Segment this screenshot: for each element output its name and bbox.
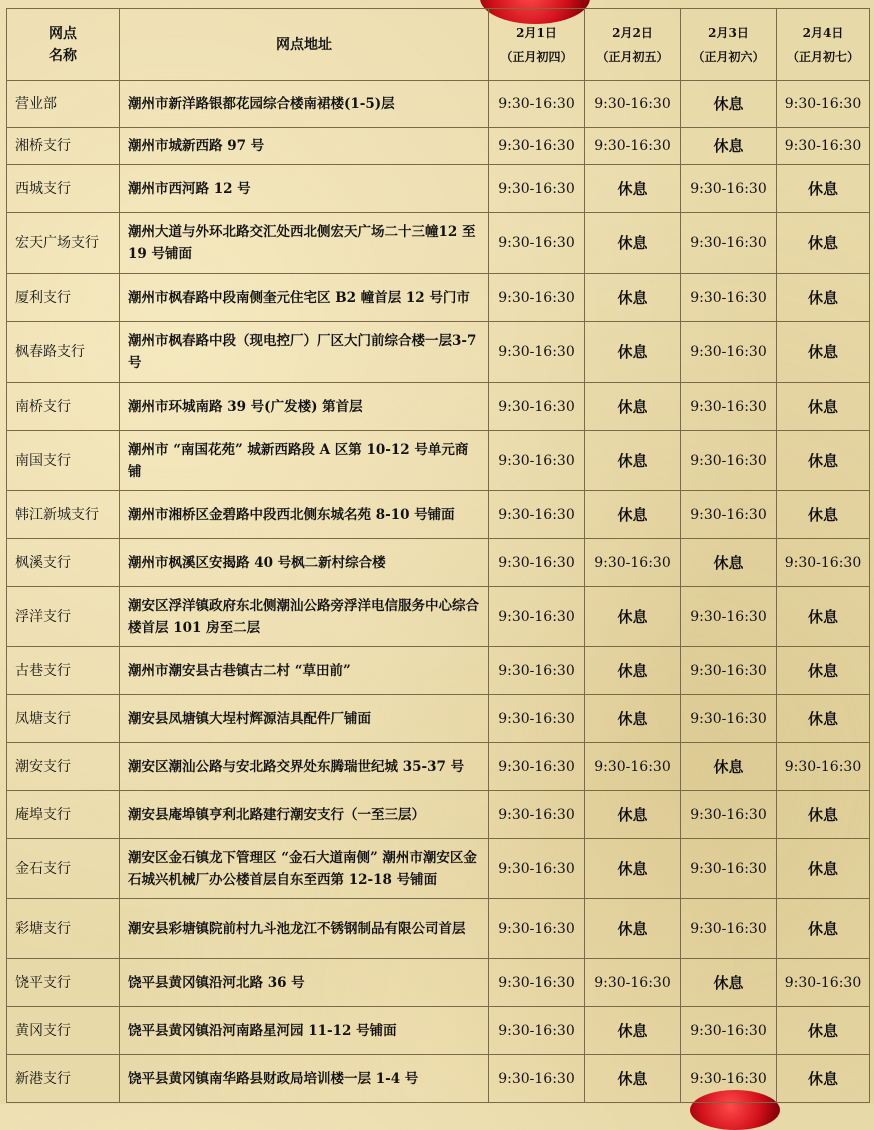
hours-cell-day-1: 9:30-16:30: [489, 1007, 585, 1055]
table-row: [7, 274, 870, 322]
branch-name: 湘桥支行: [7, 128, 120, 165]
hours-cell-day-3: 9:30-16:30: [681, 587, 777, 647]
branch-address: 潮州市城新西路 97 号: [120, 128, 489, 165]
branch-address: 潮州市湘桥区金碧路中段西北侧东城名苑 8-10 号铺面: [120, 491, 489, 539]
hours-cell-day-1: 9:30-16:30: [489, 274, 585, 322]
hours-cell-day-3: 9:30-16:30: [681, 491, 777, 539]
hours-cell-day-3: 9:30-16:30: [681, 322, 777, 383]
table-row: [7, 695, 870, 743]
hours-cell-day-3: 9:30-16:30: [681, 647, 777, 695]
branch-address: 饶平县黄冈镇沿河北路 36 号: [120, 959, 489, 1007]
hours-cell-day-4: 休息: [777, 587, 870, 647]
hours-cell-day-3: 9:30-16:30: [681, 274, 777, 322]
hours-cell-day-3: 休息: [681, 743, 777, 791]
hours-cell-day-4: 休息: [777, 839, 870, 899]
branch-address: 潮安区潮汕公路与安北路交界处东腾瑞世纪城 35-37 号: [120, 743, 489, 791]
hours-cell-day-4: 休息: [777, 383, 870, 431]
table-row: [7, 81, 870, 128]
hours-cell-day-4: 休息: [777, 322, 870, 383]
hours-cell-day-1: 9:30-16:30: [489, 839, 585, 899]
hours-cell-day-3: 9:30-16:30: [681, 431, 777, 491]
branch-address: 潮安县凤塘镇大埕村辉源洁具配件厂铺面: [120, 695, 489, 743]
hours-cell-day-1: 9:30-16:30: [489, 587, 585, 647]
hours-cell-day-1: 9:30-16:30: [489, 695, 585, 743]
hours-cell-day-1: 9:30-16:30: [489, 431, 585, 491]
hours-cell-day-3: 休息: [681, 959, 777, 1007]
table-row: [7, 791, 870, 839]
branch-name: 凤塘支行: [7, 695, 120, 743]
hours-cell-day-1: 9:30-16:30: [489, 959, 585, 1007]
hours-cell-day-1: 9:30-16:30: [489, 213, 585, 274]
hours-cell-day-4: 休息: [777, 431, 870, 491]
hours-cell-day-3: 休息: [681, 81, 777, 128]
branch-name: 黄冈支行: [7, 1007, 120, 1055]
branch-name: 古巷支行: [7, 647, 120, 695]
hours-cell-day-4: 休息: [777, 1055, 870, 1103]
hours-cell-day-3: 9:30-16:30: [681, 383, 777, 431]
hours-cell-day-2: 休息: [585, 587, 681, 647]
branch-address: 潮州市枫溪区安揭路 40 号枫二新村综合楼: [120, 539, 489, 587]
table-row: [7, 959, 870, 1007]
hours-cell-day-1: 9:30-16:30: [489, 743, 585, 791]
hours-cell-day-2: 休息: [585, 1007, 681, 1055]
hours-cell-day-4: 休息: [777, 274, 870, 322]
branch-address: 潮州大道与外环北路交汇处西北侧宏天广场二十三幢12 至 19 号铺面: [120, 213, 489, 274]
hours-cell-day-1: 9:30-16:30: [489, 81, 585, 128]
hours-cell-day-2: 休息: [585, 213, 681, 274]
branch-address: 潮州市枫春路中段南侧奎元住宅区 B2 幢首层 12 号门市: [120, 274, 489, 322]
hours-cell-day-4: 休息: [777, 647, 870, 695]
hours-cell-day-3: 9:30-16:30: [681, 899, 777, 959]
hours-cell-day-2: 休息: [585, 383, 681, 431]
hours-cell-day-4: 9:30-16:30: [777, 81, 870, 128]
table-row: [7, 322, 870, 383]
branch-name: 庵埠支行: [7, 791, 120, 839]
branch-address: 潮州市潮安县古巷镇古二村 “草田前”: [120, 647, 489, 695]
hours-cell-day-2: 9:30-16:30: [585, 959, 681, 1007]
hours-cell-day-2: 休息: [585, 791, 681, 839]
table-row: [7, 128, 870, 165]
branch-address: 潮安区浮洋镇政府东北侧潮汕公路旁浮洋电信服务中心综合楼首层 101 房至二层: [120, 587, 489, 647]
hours-cell-day-4: 休息: [777, 165, 870, 213]
branch-name: 宏天广场支行: [7, 213, 120, 274]
hours-cell-day-4: 休息: [777, 791, 870, 839]
hours-cell-day-4: 休息: [777, 695, 870, 743]
branch-name: 枫溪支行: [7, 539, 120, 587]
branch-name: 南桥支行: [7, 383, 120, 431]
hours-cell-day-4: 9:30-16:30: [777, 743, 870, 791]
table-row: [7, 1055, 870, 1103]
header-date-3: 2月3日 （正月初六）: [681, 9, 777, 81]
branch-address: 潮安区金石镇龙下管理区 “金石大道南侧” 潮州市潮安区金石城兴机械厂办公楼首层自东至西第 12-18 号铺面: [120, 839, 489, 899]
branch-address: 潮安县彩塘镇院前村九斗池龙江不锈钢制品有限公司首层: [120, 899, 489, 959]
branch-address: 饶平县黄冈镇沿河南路星河园 11-12 号铺面: [120, 1007, 489, 1055]
branch-address: 潮州市新洋路银都花园综合楼南裙楼(1-5)层: [120, 81, 489, 128]
table-row: [7, 587, 870, 647]
hours-cell-day-4: 9:30-16:30: [777, 959, 870, 1007]
table-row: [7, 383, 870, 431]
branch-name: 新港支行: [7, 1055, 120, 1103]
hours-cell-day-1: 9:30-16:30: [489, 1055, 585, 1103]
table-row: [7, 213, 870, 274]
branch-address: 潮州市 “南国花苑” 城新西路段 A 区第 10-12 号单元商铺: [120, 431, 489, 491]
table-row: [7, 743, 870, 791]
hours-cell-day-3: 9:30-16:30: [681, 165, 777, 213]
hours-cell-day-3: 9:30-16:30: [681, 213, 777, 274]
hours-cell-day-1: 9:30-16:30: [489, 647, 585, 695]
hours-cell-day-2: 9:30-16:30: [585, 128, 681, 165]
hours-cell-day-3: 9:30-16:30: [681, 695, 777, 743]
hours-cell-day-3: 9:30-16:30: [681, 791, 777, 839]
table-row: [7, 431, 870, 491]
hours-cell-day-1: 9:30-16:30: [489, 899, 585, 959]
hours-cell-day-2: 休息: [585, 839, 681, 899]
header-branch-address: 网点地址: [120, 9, 489, 81]
hours-cell-day-2: 休息: [585, 431, 681, 491]
hours-cell-day-1: 9:30-16:30: [489, 128, 585, 165]
branch-name: 南国支行: [7, 431, 120, 491]
hours-cell-day-2: 休息: [585, 274, 681, 322]
hours-cell-day-2: 9:30-16:30: [585, 81, 681, 128]
hours-cell-day-1: 9:30-16:30: [489, 165, 585, 213]
hours-cell-day-2: 休息: [585, 647, 681, 695]
hours-cell-day-2: 9:30-16:30: [585, 539, 681, 587]
hours-cell-day-4: 休息: [777, 1007, 870, 1055]
branch-name: 金石支行: [7, 839, 120, 899]
branch-name: 营业部: [7, 81, 120, 128]
table-row: [7, 1007, 870, 1055]
table-row: [7, 899, 870, 959]
hours-cell-day-3: 休息: [681, 539, 777, 587]
hours-cell-day-2: 休息: [585, 322, 681, 383]
hours-cell-day-3: 9:30-16:30: [681, 1055, 777, 1103]
hours-cell-day-1: 9:30-16:30: [489, 539, 585, 587]
header-date-4: 2月4日 （正月初七）: [777, 9, 870, 81]
branch-name: 厦利支行: [7, 274, 120, 322]
table-row: [7, 839, 870, 899]
hours-cell-day-4: 休息: [777, 491, 870, 539]
branch-address: 潮州市西河路 12 号: [120, 165, 489, 213]
table-row: [7, 491, 870, 539]
hours-cell-day-1: 9:30-16:30: [489, 491, 585, 539]
branch-name: 枫春路支行: [7, 322, 120, 383]
table-row: [7, 539, 870, 587]
branch-name: 饶平支行: [7, 959, 120, 1007]
hours-cell-day-2: 休息: [585, 165, 681, 213]
branch-schedule-table: [6, 8, 870, 1103]
header-row: [7, 9, 870, 81]
header-date-2: 2月2日 （正月初五）: [585, 9, 681, 81]
hours-cell-day-4: 休息: [777, 899, 870, 959]
branch-address: 潮州市环城南路 39 号(广发楼) 第首层: [120, 383, 489, 431]
branch-name: 浮洋支行: [7, 587, 120, 647]
branch-name: 韩江新城支行: [7, 491, 120, 539]
branch-name: 西城支行: [7, 165, 120, 213]
hours-cell-day-2: 休息: [585, 491, 681, 539]
table-row: [7, 647, 870, 695]
table-row: [7, 165, 870, 213]
hours-cell-day-3: 休息: [681, 128, 777, 165]
branch-name: 彩塘支行: [7, 899, 120, 959]
header-branch-name: 网点 名称: [7, 9, 120, 81]
branch-address: 饶平县黄冈镇南华路县财政局培训楼一层 1-4 号: [120, 1055, 489, 1103]
hours-cell-day-3: 9:30-16:30: [681, 839, 777, 899]
hours-cell-day-1: 9:30-16:30: [489, 383, 585, 431]
hours-cell-day-2: 休息: [585, 1055, 681, 1103]
hours-cell-day-1: 9:30-16:30: [489, 791, 585, 839]
branch-address: 潮安县庵埠镇亨利北路建行潮安支行（一至三层）: [120, 791, 489, 839]
hours-cell-day-4: 9:30-16:30: [777, 539, 870, 587]
hours-cell-day-2: 休息: [585, 899, 681, 959]
hours-cell-day-4: 休息: [777, 213, 870, 274]
hours-cell-day-1: 9:30-16:30: [489, 322, 585, 383]
hours-cell-day-2: 休息: [585, 695, 681, 743]
branch-address: 潮州市枫春路中段（现电控厂）厂区大门前综合楼一层3-7号: [120, 322, 489, 383]
branch-name: 潮安支行: [7, 743, 120, 791]
hours-cell-day-4: 9:30-16:30: [777, 128, 870, 165]
hours-cell-day-2: 9:30-16:30: [585, 743, 681, 791]
hours-cell-day-3: 9:30-16:30: [681, 1007, 777, 1055]
header-date-1: 2月1日 （正月初四）: [489, 9, 585, 81]
